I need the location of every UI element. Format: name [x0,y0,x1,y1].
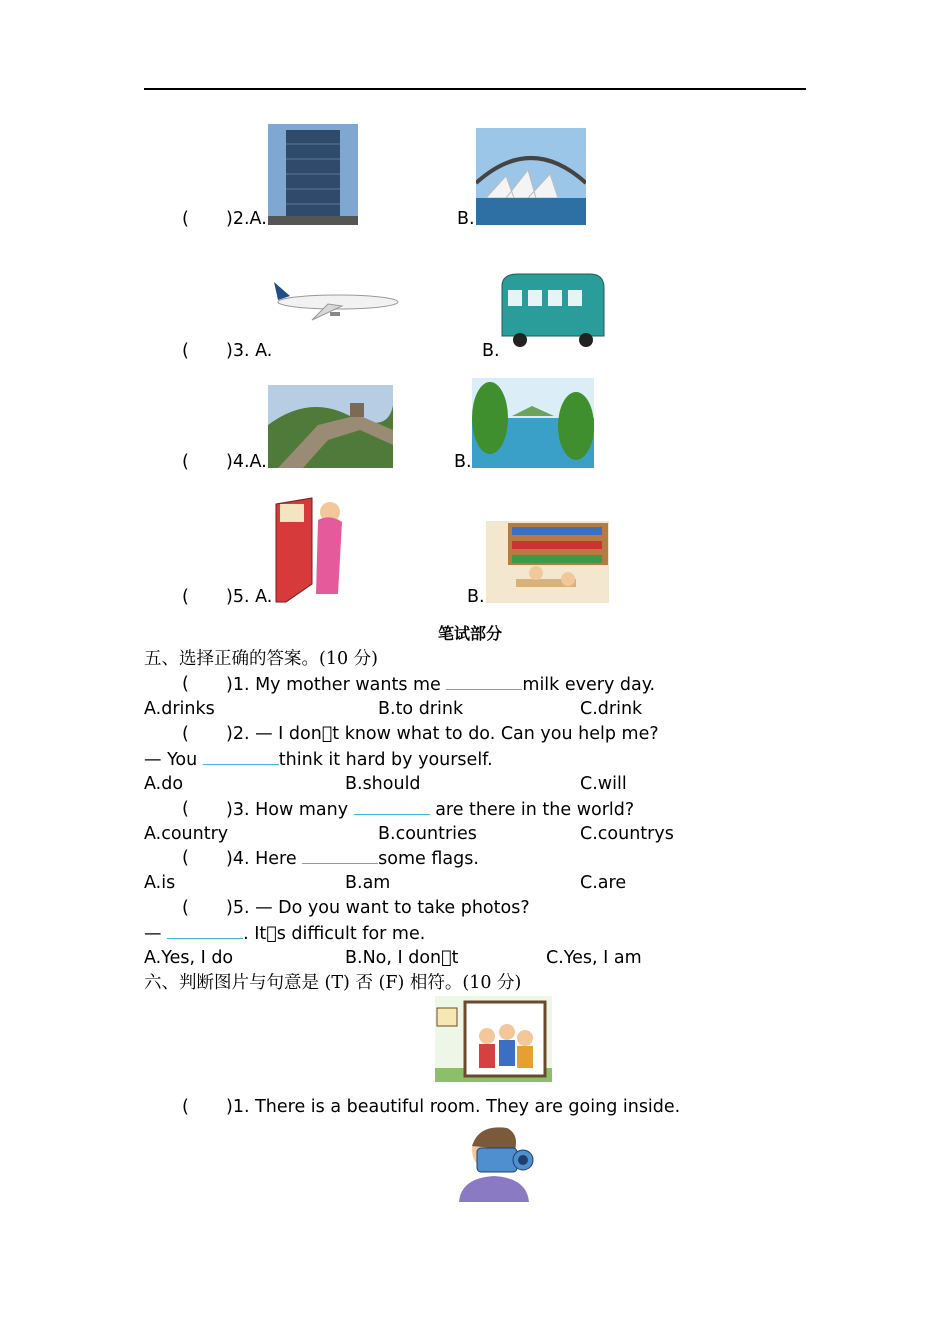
answer-paren: ( [182,1097,189,1117]
question-3-post: are there in the world? [429,800,635,820]
question-4-post: some flags. [378,849,479,869]
answer-paren: ( [182,724,189,744]
option-a: A.country [144,824,229,844]
question-number: )5. A. [226,587,273,607]
theater-ticket-window-image [272,494,350,604]
question-2-text: )2. — I don t know what to do. Can you help me? [226,724,659,744]
question-1-post: milk every day. [522,675,656,695]
answer-blank[interactable] [446,673,522,690]
option-a: A.do [144,774,184,794]
answer-blank[interactable] [302,847,378,864]
question-5-line2 [144,922,425,945]
option-a: A.is [144,873,176,893]
section-6-heading: 六、判断图片与句意是 (T) 否 (F) 相符。(10 分) [144,973,522,993]
header-rule [144,88,806,90]
great-wall-image [268,385,393,468]
option-a: A.Yes, I do [144,948,234,968]
airplane-image [272,278,400,324]
option-b-label: B. [454,452,472,472]
question-3-pre: )3. How many [226,800,354,820]
question-number: )4.A. [226,452,267,472]
option-c: C.Yes, I am [546,948,642,968]
option-b: B.should [345,774,421,794]
question-number: )2.A. [226,209,267,229]
answer-paren: ( [182,209,189,229]
option-b: B.No, I don t [345,948,459,968]
question-2-line2 [144,748,493,771]
section-5-heading: 五、选择正确的答案。(10 分) [144,649,378,669]
answer-blank[interactable] [167,922,243,939]
children-entering-room-image [435,996,552,1082]
option-b: B.am [345,873,391,893]
question-2-post: think it hard by yourself. [278,750,493,770]
written-part-title: 笔试部分 [438,624,503,643]
question-4-pre: )4. Here [226,849,303,869]
question-1-text [226,673,655,696]
question-number: )3. A. [226,341,273,361]
option-b: B.to drink [378,699,464,719]
question-5-text: )5. — Do you want to take photos? [226,898,530,918]
option-a: A.drinks [144,699,215,719]
answer-paren: ( [182,587,189,607]
answer-paren: ( [182,898,189,918]
answer-paren: ( [182,674,189,694]
question-1-pre: )1. My mother wants me [226,675,447,695]
option-c: C.are [580,873,627,893]
question-5-line2-pre: — [144,924,168,944]
sydney-opera-house-image [476,128,586,225]
train-image [500,270,606,350]
answer-paren: ( [182,341,189,361]
answer-paren: ( [182,799,189,819]
question-3-text [226,798,634,821]
question-5-post: . It s difficult for me. [243,924,426,944]
option-c: C.countrys [580,824,674,844]
answer-blank[interactable] [203,748,279,765]
answer-paren: ( [182,848,189,868]
option-b: B.countries [378,824,477,844]
answer-paren: ( [182,452,189,472]
option-c: C.drink [580,699,643,719]
answer-blank[interactable] [354,798,430,815]
question-2-line2-pre: — You [144,750,203,770]
library-image [486,521,609,603]
question-4-text [226,847,479,870]
option-b-label: B. [457,209,475,229]
option-c: C.will [580,774,627,794]
un-building-image [268,124,358,225]
section-6-question-1: )1. There is a beautiful room. They are going inside. [226,1097,681,1117]
option-b-label: B. [467,587,485,607]
option-b-label: B. [482,341,500,361]
west-lake-image [472,378,594,468]
person-with-camera-image [449,1120,539,1202]
